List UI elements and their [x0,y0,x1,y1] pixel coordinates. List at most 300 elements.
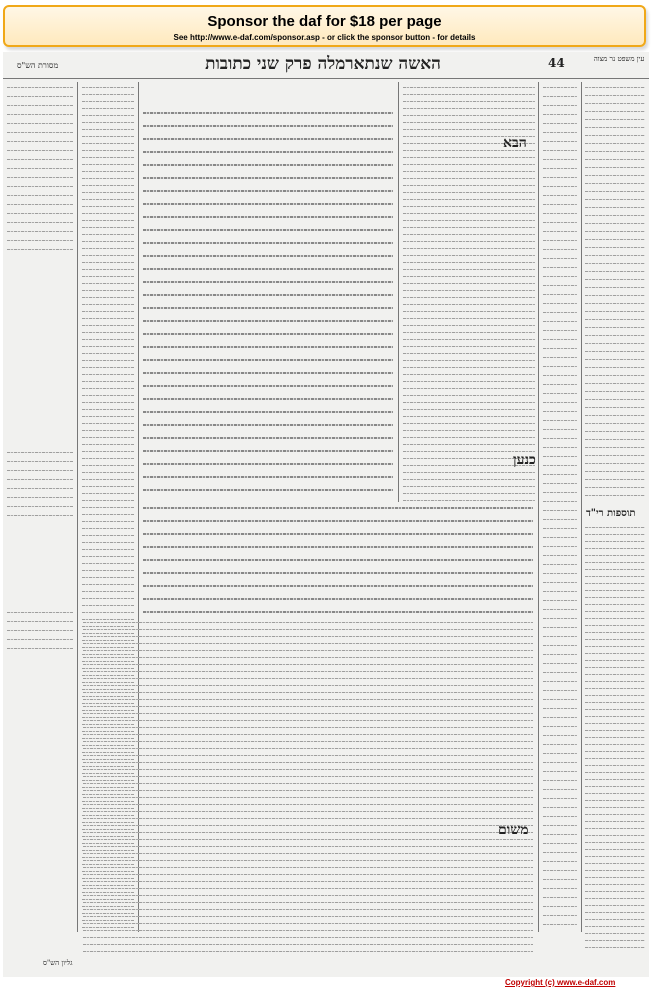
text-line [82,248,134,249]
text-line [7,87,73,88]
text-line [83,930,533,931]
text-line [143,585,533,587]
text-line [143,611,533,613]
text-line [403,269,535,270]
text-line [543,456,577,457]
text-line [82,402,134,403]
text-line [585,702,645,703]
text-line [543,717,577,718]
text-line [585,167,645,168]
column-rule [581,82,582,932]
text-line [82,290,134,291]
text-line [82,913,134,914]
text-line [543,267,577,268]
text-line [403,311,535,312]
text-line [143,138,393,140]
text-line [585,151,645,152]
text-line [543,537,577,538]
text-line [82,486,134,487]
text-line [82,822,134,823]
text-line [585,751,645,752]
text-line [543,159,577,160]
text-line [82,773,134,774]
text-line [585,877,645,878]
text-line [543,609,577,610]
text-line [585,159,645,160]
text-line [83,629,533,630]
text-line [82,178,134,179]
text-line [143,307,393,309]
text-line [83,678,533,679]
text-line [7,114,73,115]
text-line [585,681,645,682]
text-line [83,818,533,819]
column-rule [398,82,399,502]
text-line [82,724,134,725]
text-line [543,330,577,331]
text-line [403,234,535,235]
text-line [82,136,134,137]
text-line [82,360,134,361]
text-line [143,572,533,574]
text-line [7,168,73,169]
text-line [585,800,645,801]
text-line [83,944,533,945]
text-line [82,353,134,354]
text-line [585,495,645,496]
text-line [82,108,134,109]
text-line [543,420,577,421]
text-line [82,682,134,683]
text-line [83,776,533,777]
text-line [403,108,535,109]
text-line [543,843,577,844]
text-line [543,474,577,475]
text-line [82,570,134,571]
text-line [82,164,134,165]
text-line [82,703,134,704]
text-line [543,735,577,736]
text-line [543,195,577,196]
text-line [83,860,533,861]
text-line [143,533,533,535]
text-line [82,220,134,221]
text-line [585,487,645,488]
text-line [543,555,577,556]
text-line [585,772,645,773]
text-line [7,639,73,640]
text-line [83,790,533,791]
text-line [82,465,134,466]
text-line [82,528,134,529]
text-line [585,947,645,948]
text-line [585,926,645,927]
text-line [143,398,393,400]
text-line [585,375,645,376]
text-line [585,744,645,745]
text-line [585,479,645,480]
text-line [585,625,645,626]
text-line [585,667,645,668]
text-line [585,407,645,408]
text-line [82,507,134,508]
text-line [543,582,577,583]
text-line [82,661,134,662]
text-line [82,409,134,410]
text-line [7,195,73,196]
text-line [83,720,533,721]
text-line [83,881,533,882]
text-line [543,258,577,259]
text-line [543,645,577,646]
text-line [82,241,134,242]
text-line [585,463,645,464]
text-line [82,556,134,557]
text-line [403,122,535,123]
text-line [585,604,645,605]
text-line [82,787,134,788]
text-line [585,223,645,224]
text-line [82,269,134,270]
text-line [82,640,134,641]
text-line [143,268,393,270]
text-line [143,125,393,127]
text-line [585,590,645,591]
text-line [585,423,645,424]
text-line [83,811,533,812]
text-line [83,664,533,665]
text-line [403,178,535,179]
text-line [82,717,134,718]
text-line [82,437,134,438]
text-line [82,157,134,158]
text-line [585,391,645,392]
text-line [83,650,533,651]
text-line [585,793,645,794]
text-line [403,157,535,158]
text-line [143,112,393,114]
text-line [543,492,577,493]
text-line [403,283,535,284]
text-line [82,654,134,655]
text-line [403,486,535,487]
text-line [403,164,535,165]
text-line [82,899,134,900]
text-line [543,321,577,322]
text-line [585,891,645,892]
text-line [82,759,134,760]
text-line [543,501,577,502]
text-line [82,605,134,606]
text-line [82,647,134,648]
text-line [543,222,577,223]
text-line [7,470,73,471]
text-line [82,367,134,368]
text-line [543,564,577,565]
text-line [585,814,645,815]
text-line [82,227,134,228]
text-line [82,416,134,417]
text-line [585,576,645,577]
text-line [82,591,134,592]
text-line [7,159,73,160]
text-line [82,381,134,382]
text-line [585,898,645,899]
text-line [82,906,134,907]
text-line [83,713,533,714]
text-line [543,780,577,781]
text-line [543,699,577,700]
text-line [143,598,533,600]
text-line [143,216,393,218]
text-line [82,801,134,802]
right-margin-header: עין משפט נר מצוה [593,55,645,63]
text-line [543,852,577,853]
text-line [7,506,73,507]
text-line [83,769,533,770]
text-line [543,231,577,232]
text-line [585,319,645,320]
text-line [543,546,577,547]
text-line [585,737,645,738]
text-line [403,206,535,207]
text-line [403,220,535,221]
text-line [143,320,393,322]
text-line [585,828,645,829]
sponsor-banner[interactable] [3,5,646,47]
text-line [143,489,393,491]
text-line [83,748,533,749]
text-line [585,688,645,689]
text-line [403,101,535,102]
text-line [543,240,577,241]
text-line [83,825,533,826]
text-line [585,527,645,528]
text-line [585,639,645,640]
text-line [543,573,577,574]
text-line [82,94,134,95]
text-line [82,339,134,340]
text-line [143,242,393,244]
text-line [543,654,577,655]
text-line [143,255,393,257]
text-line [403,388,535,389]
text-line [143,359,393,361]
text-line [143,450,393,452]
text-line [82,115,134,116]
text-line [82,332,134,333]
text-line [7,648,73,649]
text-line [543,744,577,745]
text-line [543,600,577,601]
text-line [83,755,533,756]
text-line [585,311,645,312]
text-line [82,150,134,151]
text-line [585,231,645,232]
text-line [543,402,577,403]
text-line [403,500,535,501]
text-line [83,916,533,917]
text-line [585,849,645,850]
text-line [543,924,577,925]
text-line [585,271,645,272]
text-line [82,199,134,200]
text-line [143,546,533,548]
text-line [83,951,533,952]
text-line [82,129,134,130]
text-line [83,762,533,763]
text-line [585,646,645,647]
text-line [143,411,393,413]
text-line [543,429,577,430]
text-line [403,241,535,242]
text-line [7,213,73,214]
text-line [585,597,645,598]
text-line [82,843,134,844]
text-line [543,375,577,376]
text-line [585,758,645,759]
text-line [83,804,533,805]
text-line [585,455,645,456]
text-line [82,920,134,921]
text-line [83,909,533,910]
text-line [585,569,645,570]
text-line [585,399,645,400]
text-line [543,519,577,520]
text-line [403,360,535,361]
text-line [82,738,134,739]
text-line [585,295,645,296]
text-line [82,794,134,795]
text-line [403,395,535,396]
text-line [7,141,73,142]
text-line [82,598,134,599]
text-line [7,186,73,187]
banner-subtitle: See http://www.e-daf.com/sponsor.asp - or click the sponsor button - for details [173,33,476,42]
text-line [585,279,645,280]
text-line [585,199,645,200]
text-line [82,927,134,928]
text-line [585,905,645,906]
text-line [7,479,73,480]
text-line [585,821,645,822]
text-line [82,143,134,144]
text-line [82,472,134,473]
text-line [83,867,533,868]
text-line [543,105,577,106]
text-line [82,668,134,669]
text-line [143,294,393,296]
text-line [143,437,393,439]
text-line [83,937,533,938]
text-line [543,726,577,727]
text-line [543,798,577,799]
text-line [83,846,533,847]
text-line [585,807,645,808]
text-line [82,185,134,186]
text-line [83,622,533,623]
text-line [82,542,134,543]
text-line [82,731,134,732]
text-line [403,276,535,277]
text-line [543,870,577,871]
text-line [82,451,134,452]
dibbur-hamatchil: משום [498,822,529,838]
text-line [585,263,645,264]
copyright-link[interactable]: Copyright (c) www.e-daf.com [505,978,616,987]
text-line [7,240,73,241]
text-line [7,612,73,613]
column-rule [538,82,539,932]
text-line [585,583,645,584]
text-line [585,555,645,556]
text-line [403,171,535,172]
text-line [82,388,134,389]
text-line [82,836,134,837]
text-line [543,789,577,790]
text-line [403,437,535,438]
text-line [585,111,645,112]
text-line [543,339,577,340]
text-line [585,383,645,384]
text-line [543,879,577,880]
text-line [585,175,645,176]
text-line [83,734,533,735]
text-line [82,815,134,816]
text-line [585,723,645,724]
text-line [82,87,134,88]
text-line [543,825,577,826]
text-line [543,771,577,772]
text-line [83,832,533,833]
text-line [82,500,134,501]
text-line [7,249,73,250]
text-line [543,213,577,214]
text-line [543,447,577,448]
text-line [403,444,535,445]
text-line [82,493,134,494]
text-line [83,895,533,896]
text-line [83,902,533,903]
text-line [585,618,645,619]
text-line [7,96,73,97]
text-line [82,325,134,326]
text-line [543,366,577,367]
text-line [585,471,645,472]
text-line [403,339,535,340]
text-line [143,372,393,374]
text-line [585,247,645,248]
text-line [7,177,73,178]
text-line [82,311,134,312]
text-line [585,127,645,128]
text-line [143,463,393,465]
text-line [82,766,134,767]
text-line [585,415,645,416]
text-line [543,915,577,916]
text-line [82,892,134,893]
text-line [403,94,535,95]
text-line [543,249,577,250]
text-line [83,853,533,854]
text-line [82,234,134,235]
text-line [82,276,134,277]
text-line [82,423,134,424]
text-line [585,856,645,857]
text-line [143,476,393,478]
text-line [82,479,134,480]
text-line [543,204,577,205]
